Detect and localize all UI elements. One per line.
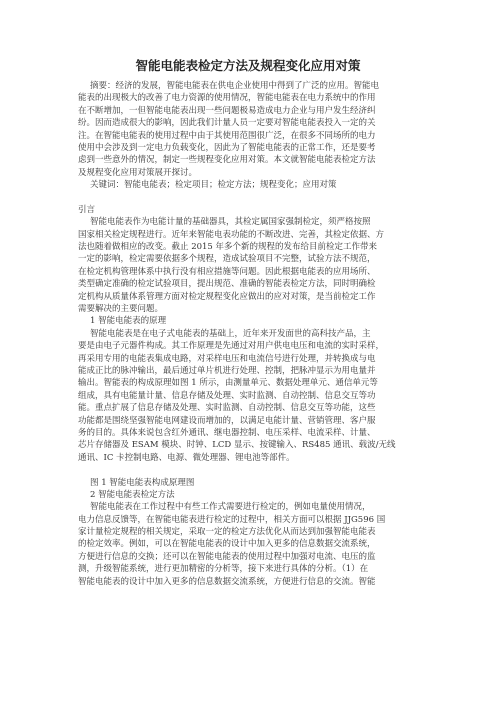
abstract-line: 注。在智能电能表的使用过程中由于其使用范围很广泛，在很多不同场所的电力 xyxy=(78,130,376,141)
intro-paragraph xyxy=(78,216,422,315)
section2-line: 电力信息反馈等，在智能电能表进行检定的过程中，相关方面可以根据 JJG596 国 xyxy=(78,514,386,525)
section2-line: 测，升级智能系统，进行更加精密的分析等，接下来进行具体的分析。（1）在 xyxy=(78,564,369,575)
section-heading-intro: 引言 xyxy=(78,204,96,215)
intro-line: 在检定机构管理体系中执行没有相应措施等问题。因此根据电能表的应用场所、 xyxy=(78,266,376,277)
intro-line: 一定的影响，检定需要依据多个规程，造成试验项目不完整，试验方法不规范， xyxy=(78,254,376,265)
section1-line: 通讯、IC 卡控制电路、电源、微处理器、锂电池等部件。 xyxy=(78,452,295,463)
section1-line: 芯片存储器及 ESAM 模块、时钟、LCD 显示、按键输入、RS485 通讯、载波/无线 xyxy=(78,440,396,451)
abstract-line: 及规程变化应用对策展开探讨。 xyxy=(78,167,198,178)
section1-line: 输出。智能表的构成原理如图 1 所示，由测量单元、数据处理单元、通信单元等 xyxy=(78,378,378,389)
section1-line: 要是由电子元器件构成。其工作原理是先通过对用户供电电压和电流的实时采样， xyxy=(78,341,385,352)
intro-line: 定机构从质量体系管理方面对检定规程变化应做出的应对对策，是当前检定工作 xyxy=(78,291,376,302)
section1-line: 再采用专用的电能表集成电路，对采样电压和电流信号进行处理，并转换成与电 xyxy=(78,353,376,364)
section-heading-2: 2 智能电能表检定方法 xyxy=(90,489,175,500)
section1-line: 能。重点扩展了信息存储及处理、实时监测、自动控制、信息交互等功能，这些 xyxy=(78,403,376,414)
section1-paragraph xyxy=(78,328,422,464)
section1-line: 功能都是围绕坚强智能电网建设而增加的，以满足电能计量、营销管理、客户服 xyxy=(78,415,376,426)
section1-line: 组成，具有电能量计量、信息存储及处理、实时监测、自动控制、信息交互等功 xyxy=(78,390,376,401)
abstract-line: 在不断增加，一但智能电能表出现一些问题极易造成电力企业与用户发生经济纠 xyxy=(78,105,376,116)
section2-line: 方便进行信息的交换；还可以在智能电能表的使用过程中加强对电流、电压的监 xyxy=(78,551,376,562)
spacer xyxy=(78,192,422,204)
section2-paragraph xyxy=(78,501,422,588)
keywords-line: 关键词：智能电能表；检定项目；检定方法；规程变化；应用对策 xyxy=(90,180,337,191)
section2-line: 家计量检定规程的相关规定，采取一定的检定方法优化从而达到加强智能电能表 xyxy=(78,527,376,538)
abstract-line: 虑到一些意外的情况，制定一些规程变化应用对策。本文就智能电能表检定方法 xyxy=(78,155,376,166)
section2-line: 智能电能表的设计中加入更多的信息数据交流系统，方便进行信息的交流。智能 xyxy=(78,576,376,587)
figure-caption: 图 1 智能电能表构成原理图 xyxy=(90,477,195,488)
section1-line: 智能电能表是在电子式电能表的基础上，近年来开发面世的高科技产品，主 xyxy=(90,328,371,339)
document-title: 智能电能表检定方法及规程变化应用对策 xyxy=(135,58,361,73)
abstract-line: 摘要：经济的发展，智能电能表在供电企业使用中得到了广泛的应用。智能电 xyxy=(90,81,380,91)
section-heading-1: 1 智能电能表的原理 xyxy=(90,316,167,327)
intro-line: 需要解决的主要问题。 xyxy=(78,304,164,315)
section2-line: 智能电能表在工作过程中有些工作式需要进行检定的，例如电量使用情况， xyxy=(90,502,371,513)
intro-line: 国家相关检定规程进行。近年来智能电表功能的不断改进、完善，其检定依据、方 xyxy=(78,229,385,240)
section1-line: 能成正比的脉冲输出，最后通过单片机进行处理、控制，把脉冲显示为用电量并 xyxy=(78,365,376,376)
document-body xyxy=(78,80,422,588)
section2-line: 的检定效率。例如，可以在智能电能表的设计中加入更多的信息数据交流系统， xyxy=(78,539,376,550)
intro-line: 类型确定准确的检定试验项目，提出规范、准确的智能表检定方法，同时明确检 xyxy=(78,279,376,290)
abstract-line: 使用中会涉及到一定电力负载变化，因此为了智能电能表的正常工作，还是要考 xyxy=(78,142,376,153)
spacer xyxy=(78,464,422,476)
abstract-line: 纷。因而造成很大的影响，因此我们计量人员一定要对智能电能表投入一定的关 xyxy=(78,118,376,129)
abstract xyxy=(78,80,422,192)
abstract-line: 能表的出现极大的改善了电力资源的使用情况，智能电能表在电力系统中的作用 xyxy=(78,93,376,104)
intro-line: 智能电能表作为电能计量的基础器具，其检定属国家强制检定，须严格按照 xyxy=(90,217,371,228)
intro-line: 法也随着做相应的改变。截止 2015 年多个新的规程的发布给目前检定工作带来 xyxy=(78,242,378,253)
section1-line: 务的目的。具体来说包含红外通讯、继电器控制、电压采样、电流采样、计量、 xyxy=(78,427,376,438)
